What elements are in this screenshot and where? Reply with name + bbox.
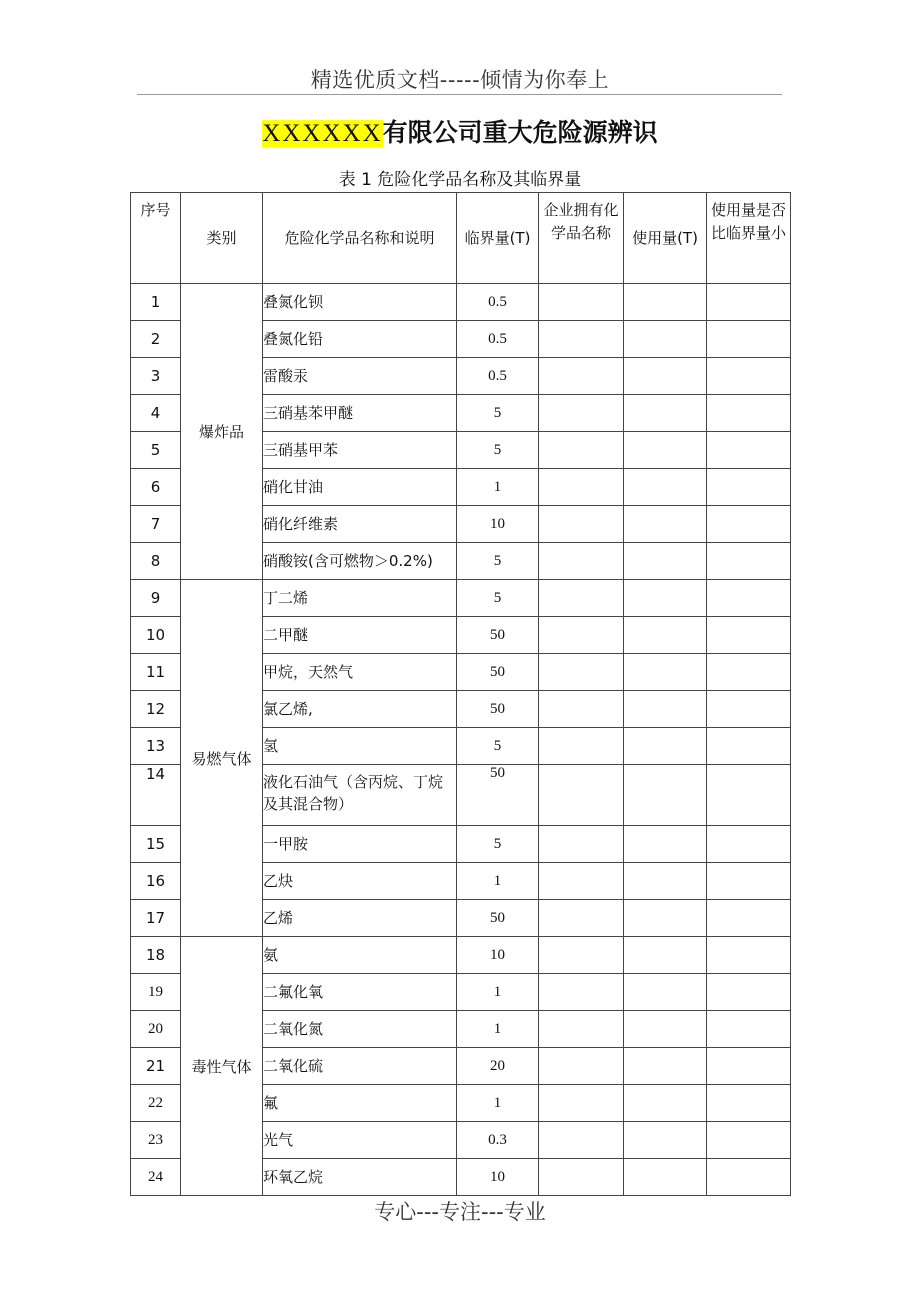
usage-cell: [624, 1122, 707, 1159]
row-number: 15: [131, 826, 181, 863]
owned-cell: [539, 900, 624, 937]
table-header-row: [131, 193, 791, 284]
owned-cell: [539, 395, 624, 432]
row-number: 10: [131, 617, 181, 654]
threshold-value: 1: [457, 974, 539, 1011]
threshold-value: 10: [457, 1159, 539, 1196]
owned-cell: [539, 863, 624, 900]
compare-cell: [707, 284, 791, 321]
row-number: 16: [131, 863, 181, 900]
owned-cell: [539, 543, 624, 580]
col-header-no: 序号: [131, 193, 181, 284]
owned-cell: [539, 974, 624, 1011]
owned-cell: [539, 765, 624, 826]
table-row: [131, 937, 791, 974]
table-caption: 表 1 危险化学品名称及其临界量: [338, 170, 582, 190]
threshold-value: 5: [457, 543, 539, 580]
owned-cell: [539, 321, 624, 358]
chemical-name: 三硝基甲苯: [263, 432, 457, 469]
compare-cell: [707, 765, 791, 826]
usage-cell: [624, 1048, 707, 1085]
usage-cell: [624, 1011, 707, 1048]
threshold-value: 5: [457, 728, 539, 765]
row-number: 19: [131, 974, 181, 1011]
compare-cell: [707, 1011, 791, 1048]
row-number: 23: [131, 1122, 181, 1159]
compare-cell: [707, 432, 791, 469]
owned-cell: [539, 358, 624, 395]
row-number: 4: [131, 395, 181, 432]
usage-cell: [624, 284, 707, 321]
chemical-name: 二氧化氮: [263, 1011, 457, 1048]
header-rule: [137, 94, 782, 95]
owned-cell: [539, 580, 624, 617]
compare-cell: [707, 691, 791, 728]
chemical-name: 丁二烯: [263, 580, 457, 617]
compare-cell: [707, 863, 791, 900]
compare-cell: [707, 1048, 791, 1085]
compare-cell: [707, 826, 791, 863]
threshold-value: 1: [457, 469, 539, 506]
usage-cell: [624, 1085, 707, 1122]
owned-cell: [539, 284, 624, 321]
owned-cell: [539, 937, 624, 974]
category-cell: 毒性气体: [181, 937, 263, 1196]
usage-cell: [624, 469, 707, 506]
compare-cell: [707, 580, 791, 617]
chemical-name: 三硝基苯甲醚: [263, 395, 457, 432]
col-header-threshold: 临界量(T): [457, 193, 539, 284]
usage-cell: [624, 937, 707, 974]
threshold-value: 10: [457, 506, 539, 543]
chemical-name: 硝化纤维素: [263, 506, 457, 543]
compare-cell: [707, 654, 791, 691]
usage-cell: [624, 506, 707, 543]
compare-cell: [707, 1122, 791, 1159]
owned-cell: [539, 826, 624, 863]
threshold-value: 20: [457, 1048, 539, 1085]
threshold-value: 0.5: [457, 284, 539, 321]
threshold-value: 5: [457, 580, 539, 617]
owned-cell: [539, 1011, 624, 1048]
threshold-value: 50: [457, 654, 539, 691]
chemical-name: 硝酸铵(含可燃物＞0.2%): [263, 543, 457, 580]
chemical-name: 叠氮化铅: [263, 321, 457, 358]
chemical-name: 二氧化硫: [263, 1048, 457, 1085]
compare-cell: [707, 1085, 791, 1122]
usage-cell: [624, 395, 707, 432]
chemical-name: 一甲胺: [263, 826, 457, 863]
col-header-owned: 企业拥有化学品名称: [539, 193, 624, 284]
usage-cell: [624, 826, 707, 863]
row-number: 20: [131, 1011, 181, 1048]
compare-cell: [707, 617, 791, 654]
col-header-name: 危险化学品名称和说明: [263, 193, 457, 284]
compare-cell: [707, 937, 791, 974]
usage-cell: [624, 863, 707, 900]
owned-cell: [539, 1159, 624, 1196]
category-cell: 爆炸品: [181, 284, 263, 580]
compare-cell: [707, 900, 791, 937]
usage-cell: [624, 728, 707, 765]
compare-cell: [707, 506, 791, 543]
row-number: 17: [131, 900, 181, 937]
row-number: 2: [131, 321, 181, 358]
chemical-name: 硝化甘油: [263, 469, 457, 506]
chemical-name: 光气: [263, 1122, 457, 1159]
row-number: 14: [131, 765, 181, 826]
threshold-value: 1: [457, 1085, 539, 1122]
row-number: 8: [131, 543, 181, 580]
threshold-value: 5: [457, 826, 539, 863]
threshold-value: 50: [457, 691, 539, 728]
compare-cell: [707, 1159, 791, 1196]
compare-cell: [707, 974, 791, 1011]
row-number: 7: [131, 506, 181, 543]
row-number: 22: [131, 1085, 181, 1122]
owned-cell: [539, 1085, 624, 1122]
compare-cell: [707, 395, 791, 432]
page-footer: 专心---专注---专业: [374, 1200, 546, 1224]
chemical-name: 氯乙烯,: [263, 691, 457, 728]
usage-cell: [624, 974, 707, 1011]
usage-cell: [624, 691, 707, 728]
threshold-value: 5: [457, 395, 539, 432]
row-number: 13: [131, 728, 181, 765]
row-number: 11: [131, 654, 181, 691]
col-header-category: 类别: [181, 193, 263, 284]
row-number: 18: [131, 937, 181, 974]
chemical-name: 乙炔: [263, 863, 457, 900]
threshold-value: 5: [457, 432, 539, 469]
compare-cell: [707, 469, 791, 506]
owned-cell: [539, 654, 624, 691]
owned-cell: [539, 506, 624, 543]
compare-cell: [707, 728, 791, 765]
category-cell: 易燃气体: [181, 580, 263, 937]
threshold-value: 10: [457, 937, 539, 974]
row-number: 6: [131, 469, 181, 506]
chemical-name: 氨: [263, 937, 457, 974]
threshold-value: 0.5: [457, 321, 539, 358]
owned-cell: [539, 1122, 624, 1159]
threshold-value: 50: [457, 765, 539, 826]
compare-cell: [707, 321, 791, 358]
hazard-table: [130, 192, 791, 1196]
row-number: 1: [131, 284, 181, 321]
chemical-name: 氢: [263, 728, 457, 765]
owned-cell: [539, 432, 624, 469]
chemical-name: 氟: [263, 1085, 457, 1122]
col-header-compare: 使用量是否比临界量小: [707, 193, 791, 284]
table-row: [131, 580, 791, 617]
compare-cell: [707, 543, 791, 580]
threshold-value: 1: [457, 863, 539, 900]
usage-cell: [624, 654, 707, 691]
owned-cell: [539, 728, 624, 765]
row-number: 9: [131, 580, 181, 617]
compare-cell: [707, 358, 791, 395]
chemical-name: 叠氮化钡: [263, 284, 457, 321]
threshold-value: 50: [457, 617, 539, 654]
owned-cell: [539, 469, 624, 506]
owned-cell: [539, 617, 624, 654]
threshold-value: 1: [457, 1011, 539, 1048]
owned-cell: [539, 691, 624, 728]
chemical-name: 环氧乙烷: [263, 1159, 457, 1196]
row-number: 21: [131, 1048, 181, 1085]
row-number: 12: [131, 691, 181, 728]
threshold-value: 0.5: [457, 358, 539, 395]
usage-cell: [624, 543, 707, 580]
owned-cell: [539, 1048, 624, 1085]
col-header-usage: 使用量(T): [624, 193, 707, 284]
usage-cell: [624, 580, 707, 617]
usage-cell: [624, 432, 707, 469]
usage-cell: [624, 900, 707, 937]
row-number: 24: [131, 1159, 181, 1196]
chemical-name: 雷酸汞: [263, 358, 457, 395]
usage-cell: [624, 321, 707, 358]
usage-cell: [624, 358, 707, 395]
usage-cell: [624, 1159, 707, 1196]
usage-cell: [624, 617, 707, 654]
row-number: 3: [131, 358, 181, 395]
threshold-value: 50: [457, 900, 539, 937]
title-highlight: XXXXXX: [262, 120, 383, 147]
document-title: [0, 113, 920, 149]
page-header: 精选优质文档-----倾情为你奉上: [310, 68, 610, 92]
chemical-name: 甲烷，天然气: [263, 654, 457, 691]
chemical-name: 二氟化氧: [263, 974, 457, 1011]
row-number: 5: [131, 432, 181, 469]
chemical-name: 液化石油气（含丙烷、丁烷及其混合物）: [263, 765, 457, 826]
threshold-value: 0.3: [457, 1122, 539, 1159]
chemical-name: 二甲醚: [263, 617, 457, 654]
chemical-name: 乙烯: [263, 900, 457, 937]
table-row: [131, 284, 791, 321]
title-rest: 有限公司重大危险源辨识: [382, 118, 658, 147]
usage-cell: [624, 765, 707, 826]
